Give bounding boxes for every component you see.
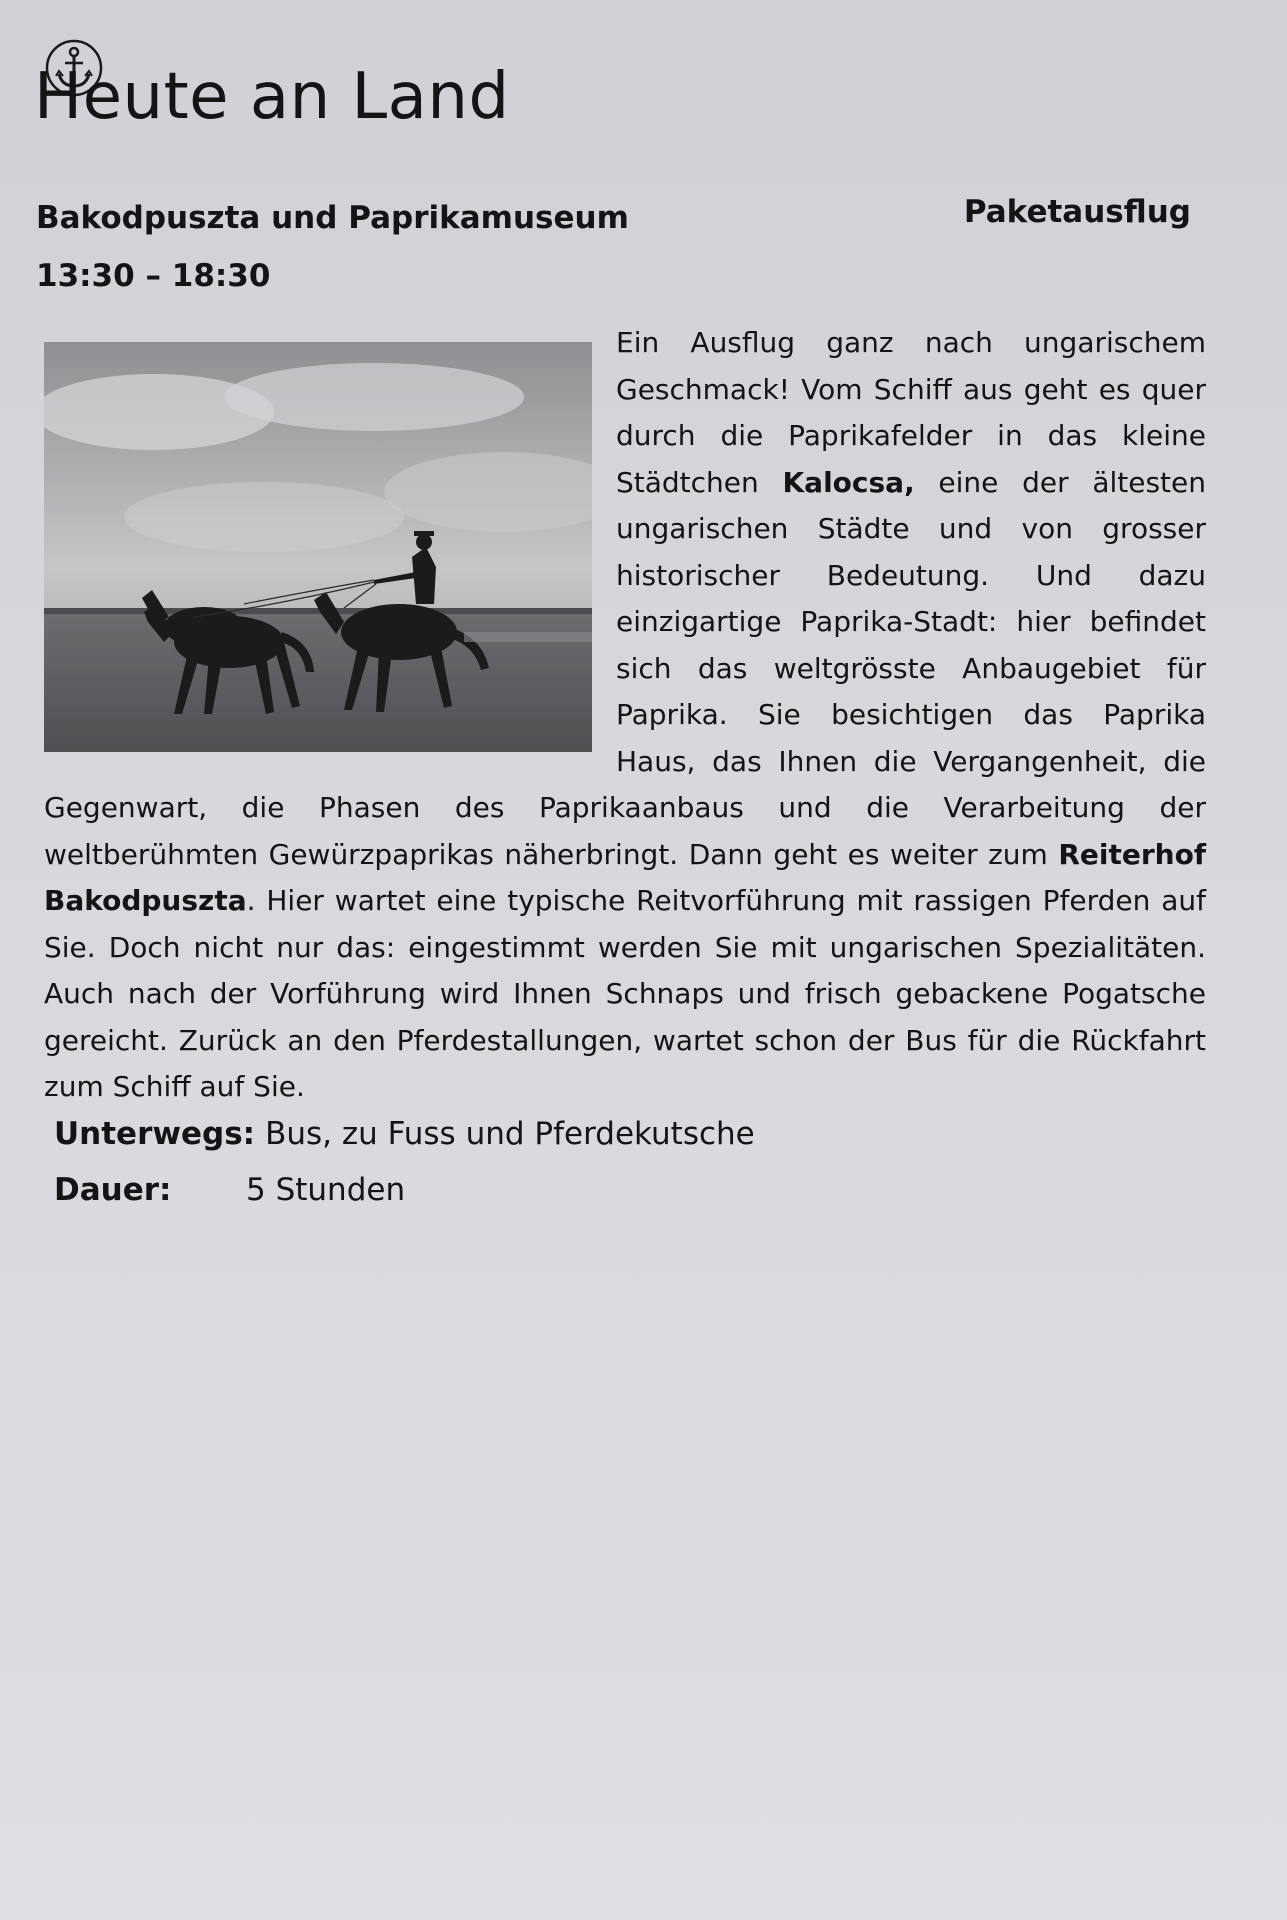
- duration-row: [54, 1162, 755, 1218]
- place-kalocsa: Kalocsa,: [782, 465, 915, 499]
- transport-row: [54, 1106, 755, 1162]
- place-reiterhof: Reiterhof Bakodpuszta: [44, 837, 1206, 917]
- page-title: Heute an Land: [34, 60, 510, 134]
- excursion-details: [54, 1106, 755, 1218]
- description-part-2: eine der ältesten ungarischen Städte und von grosser historischer Bedeutung. Und dazu einzigartige Paprika-Stadt: hier befindet sich das weltgrösste Anbaugebiet für Paprika. Sie besichtigen das Paprika Haus, das Ihnen die Vergangenheit, die Gegenwart, die Phasen des Paprikaanbaus und die Verarbeitung der weltberühmten Gewürzpaprikas näherbringt. Dann geht es weiter zum: [44, 465, 1206, 871]
- duration-value: 5 Stunden: [246, 1172, 406, 1208]
- excursion-category: Paketausflug: [963, 194, 1191, 230]
- transport-label: Unterwegs:: [54, 1116, 256, 1152]
- transport-value: Bus, zu Fuss und Pferdekutsche: [265, 1116, 755, 1152]
- excursion-description: [44, 320, 1206, 1111]
- duration-label: Dauer:: [54, 1172, 172, 1208]
- horse-photo: [44, 342, 592, 752]
- excursion-time: 13:30 – 18:30: [36, 258, 271, 294]
- description-part-1: Ein Ausflug ganz nach ungarischem Geschmack! Vom Schiff aus geht es quer durch die Paprikafelder in das kleine Städtchen: [616, 326, 1206, 499]
- excursion-title: Bakodpuszta und Paprikamuseum: [36, 200, 629, 236]
- description-part-3: . Hier wartet eine typische Reitvorführung mit rassigen Pferden auf Sie. Doch nicht nur das: eingestimmt werden Sie mit ungarischen Spezialitäten. Auch nach der Vorführung wird Ihnen Schnaps und frisch gebackene Pogatsche gereicht. Zurück an den Pferdestallungen, wartet schon der Bus für die Rückfahrt zum Schiff auf Sie.: [44, 884, 1206, 1103]
